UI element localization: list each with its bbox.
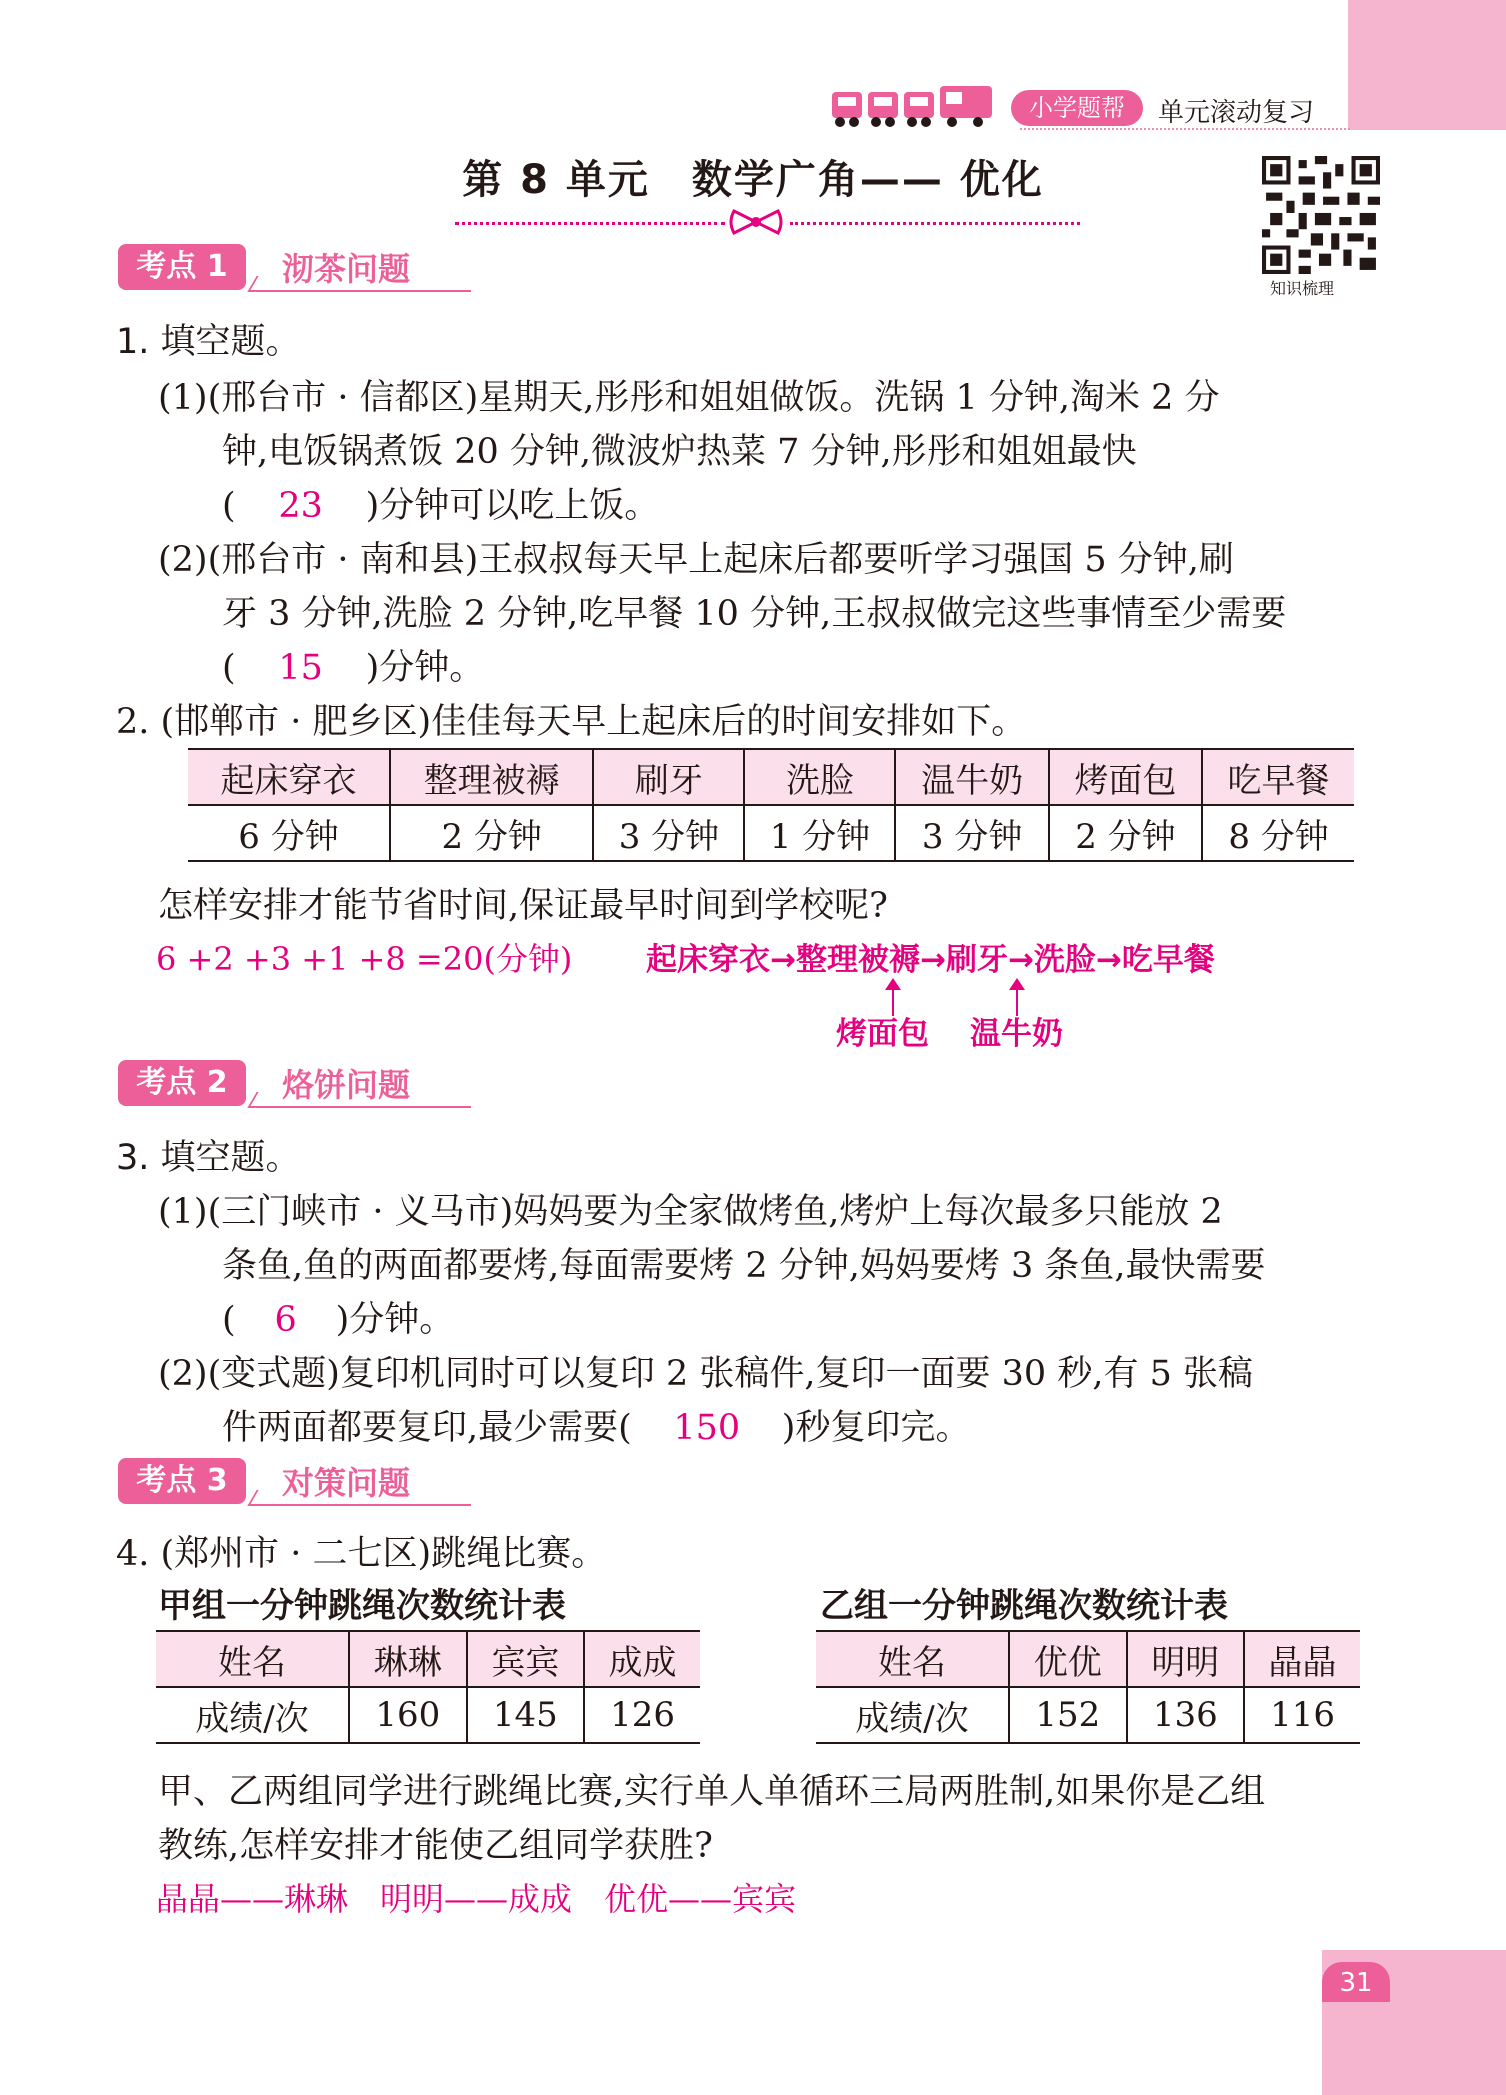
table-cell: 优优 [1009, 1631, 1127, 1687]
table-b-caption: 乙组一分钟跳绳次数统计表 [820, 1586, 1228, 1626]
q1-p2-close: )分钟。 [365, 648, 485, 688]
q4-question-line1: 甲、乙两组同学进行跳绳比赛,实行单人单循环三局两胜制,如果你是乙组 [158, 1772, 1266, 1812]
table-cell: 6 分钟 [188, 805, 390, 861]
q1-title: 1. 填空题。 [116, 322, 301, 362]
table-cell: 160 [349, 1687, 467, 1743]
table-row [156, 1631, 700, 1687]
section-underline-2 [256, 1106, 471, 1108]
bow-icon [728, 208, 784, 236]
table-row [156, 1687, 700, 1743]
table-cell: 126 [584, 1687, 700, 1743]
section-underline-3 [256, 1504, 471, 1506]
q4-table-a [156, 1630, 700, 1744]
table-row [188, 749, 1354, 805]
q1-p1-line2: 钟,电饭锅煮饭 20 分钟,微波炉热菜 7 分钟,彤彤和姐姐最快 [222, 432, 1137, 472]
qr-caption: 知识梳理 [1270, 279, 1335, 298]
table-row [188, 805, 1354, 861]
q3-p2-answer: 150 [673, 1408, 741, 1448]
q3-p2-line1: (2)(变式题)复印机同时可以复印 2 张稿件,复印一面要 30 秒,有 5 张稿 [158, 1354, 1253, 1394]
section-title-2: 烙饼问题 [282, 1066, 411, 1104]
unit-title: 第 8 单元 数学广角—— 优化 [462, 157, 1044, 203]
table-cell: 整理被褥 [390, 749, 593, 805]
q2-schedule-table [188, 748, 1354, 862]
table-cell: 琳琳 [349, 1631, 467, 1687]
q1-p2-line3 [222, 640, 484, 690]
table-cell: 烤面包 [1049, 749, 1202, 805]
table-row [816, 1687, 1360, 1743]
table-cell: 温牛奶 [895, 749, 1048, 805]
table-cell: 3 分钟 [895, 805, 1048, 861]
q1-p2-line2: 牙 3 分钟,洗脸 2 分钟,吃早餐 10 分钟,王叔叔做完这些事情至少需要 [222, 594, 1287, 634]
section-tag-2: 考点 2 [118, 1060, 246, 1106]
q2-answer-flow: 起床穿衣→整理被褥→刷牙→洗脸→吃早餐 [646, 942, 1215, 978]
table-cell: 姓名 [816, 1631, 1009, 1687]
table-cell: 宾宾 [467, 1631, 585, 1687]
train-icon [830, 82, 1000, 130]
title-divider-right [790, 222, 1080, 225]
q1-p1-close: )分钟可以吃上饭。 [365, 486, 660, 526]
q1-p2-line1: (2)(邢台市 · 南和县)王叔叔每天早上起床后都要听学习强国 5 分钟,刷 [158, 540, 1234, 580]
header-divider [1020, 128, 1350, 130]
section-underline-1 [256, 290, 471, 292]
header-band [1348, 0, 1506, 130]
table-cell: 成绩/次 [156, 1687, 349, 1743]
q1-p1-line1: (1)(邢台市 · 信都区)星期天,彤彤和姐姐做饭。洗锅 1 分钟,淘米 2 分 [158, 378, 1220, 418]
q1-p1-line3 [222, 478, 659, 528]
table-a-caption: 甲组一分钟跳绳次数统计表 [158, 1586, 566, 1626]
table-cell: 明明 [1127, 1631, 1245, 1687]
q3-p2-line2 [222, 1400, 970, 1450]
q3-p2-line2b: )秒复印完。 [781, 1408, 971, 1448]
q3-p1-open: ( [222, 1300, 236, 1340]
table-cell: 晶晶 [1244, 1631, 1360, 1687]
table-cell: 145 [467, 1687, 585, 1743]
section-title-1: 沏茶问题 [282, 250, 411, 288]
table-cell: 成绩/次 [816, 1687, 1009, 1743]
table-cell: 起床穿衣 [188, 749, 390, 805]
table-cell: 152 [1009, 1687, 1127, 1743]
table-cell: 1 分钟 [744, 805, 895, 861]
q3-p1-line2: 条鱼,鱼的两面都要烤,每面需要烤 2 分钟,妈妈要烤 3 条鱼,最快需要 [222, 1246, 1266, 1286]
q4-title: 4. (郑州市 · 二七区)跳绳比赛。 [116, 1534, 607, 1574]
page-number: 31 [1322, 1962, 1390, 2002]
table-cell: 8 分钟 [1202, 805, 1354, 861]
section-title-3: 对策问题 [282, 1464, 411, 1502]
header-title: 单元滚动复习 [1158, 98, 1315, 128]
q3-title: 3. 填空题。 [116, 1138, 301, 1178]
table-cell: 成成 [584, 1631, 700, 1687]
table-row [816, 1631, 1360, 1687]
header-badge: 小学题帮 [1011, 90, 1143, 126]
qr-code-icon [1262, 156, 1380, 274]
q4-answer: 晶晶——琳琳 明明——成成 优优——宾宾 [156, 1880, 797, 1918]
section-tag-1: 考点 1 [118, 244, 246, 290]
q1-p2-open: ( [222, 648, 236, 688]
table-cell: 洗脸 [744, 749, 895, 805]
table-cell: 136 [1127, 1687, 1245, 1743]
q3-p1-line1: (1)(三门峡市 · 义马市)妈妈要为全家做烤鱼,烤炉上每次最多只能放 2 [158, 1192, 1223, 1232]
q2-answer-calc: 6 +2 +3 +1 +8 =20(分钟) [156, 940, 573, 978]
q2-answer-side1: 烤面包 [836, 1016, 929, 1052]
q2-question: 怎样安排才能节省时间,保证最早时间到学校呢? [158, 886, 888, 926]
q3-p2-line2a: 件两面都要复印,最少需要( [222, 1408, 632, 1448]
table-cell: 吃早餐 [1202, 749, 1354, 805]
q1-p1-open: ( [222, 486, 236, 526]
table-cell: 刷牙 [593, 749, 744, 805]
q4-table-b [816, 1630, 1360, 1744]
q3-p1-close: )分钟。 [335, 1300, 455, 1340]
q1-p2-answer: 15 [278, 648, 323, 688]
table-cell: 姓名 [156, 1631, 349, 1687]
q1-p1-answer: 23 [278, 486, 323, 526]
table-cell: 2 分钟 [1049, 805, 1202, 861]
q3-p1-answer: 6 [274, 1300, 297, 1340]
section-tag-3: 考点 3 [118, 1458, 246, 1504]
table-cell: 3 分钟 [593, 805, 744, 861]
q4-question-line2: 教练,怎样安排才能使乙组同学获胜? [158, 1826, 713, 1866]
q3-p1-line3 [222, 1292, 454, 1342]
title-divider-left [455, 222, 725, 225]
table-cell: 2 分钟 [390, 805, 593, 861]
table-cell: 116 [1244, 1687, 1360, 1743]
q2-title: 2. (邯郸市 · 肥乡区)佳佳每天早上起床后的时间安排如下。 [116, 702, 1027, 742]
q2-answer-side2: 温牛奶 [970, 1016, 1063, 1052]
